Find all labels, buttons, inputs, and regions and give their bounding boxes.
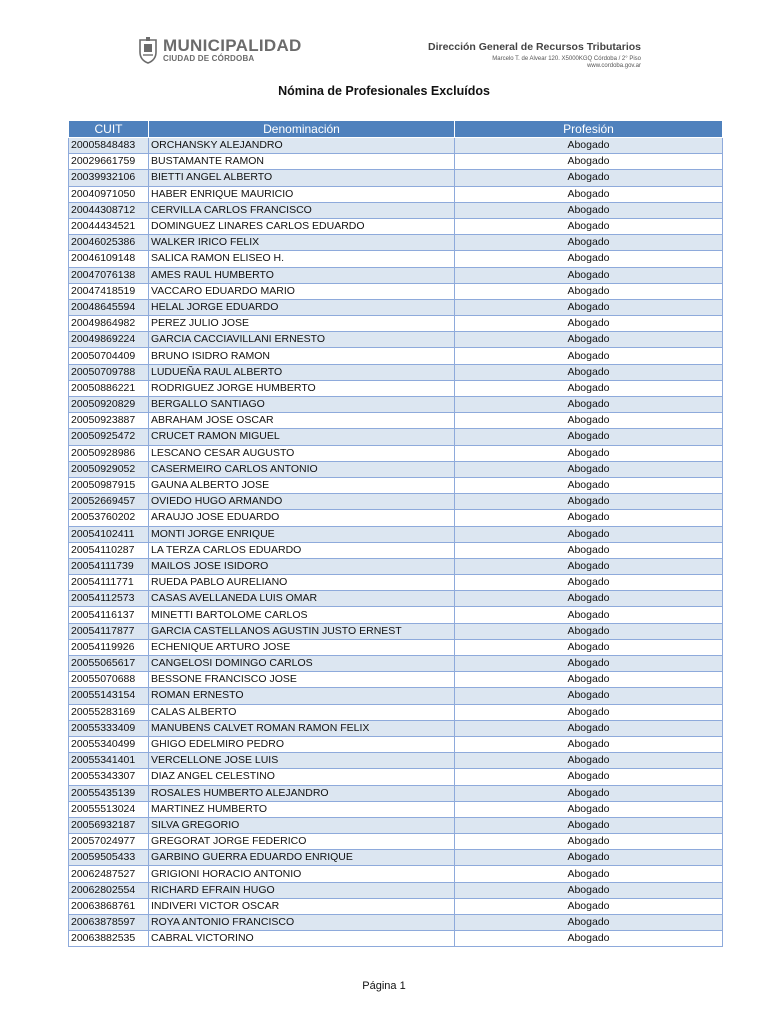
table-row <box>69 380 723 396</box>
table-row <box>69 332 723 348</box>
profesion-cell: Abogado <box>455 656 723 672</box>
cuit-cell: 20046109148 <box>69 251 149 267</box>
table-row <box>69 397 723 413</box>
table-row <box>69 251 723 267</box>
denominacion-cell: ORCHANSKY ALEJANDRO <box>149 138 455 154</box>
profesion-cell: Abogado <box>455 202 723 218</box>
page-header <box>0 34 768 84</box>
profesion-cell: Abogado <box>455 834 723 850</box>
profesion-cell: Abogado <box>455 720 723 736</box>
cuit-cell: 20054112573 <box>69 591 149 607</box>
denominacion-cell: CASAS AVELLANEDA LUIS OMAR <box>149 591 455 607</box>
cuit-cell: 20044434521 <box>69 218 149 234</box>
cuit-cell: 20054111771 <box>69 575 149 591</box>
table-row <box>69 170 723 186</box>
department-title: Dirección General de Recursos Tributarios <box>428 41 641 53</box>
profesion-cell: Abogado <box>455 251 723 267</box>
denominacion-cell: AMES RAUL HUMBERTO <box>149 267 455 283</box>
profesion-cell: Abogado <box>455 623 723 639</box>
profesion-cell: Abogado <box>455 380 723 396</box>
denominacion-cell: CASERMEIRO CARLOS ANTONIO <box>149 461 455 477</box>
column-header-profesion: Profesión <box>455 121 723 138</box>
table-row <box>69 477 723 493</box>
table-row <box>69 218 723 234</box>
profesion-cell: Abogado <box>455 672 723 688</box>
profesion-cell: Abogado <box>455 461 723 477</box>
denominacion-cell: ABRAHAM JOSE OSCAR <box>149 413 455 429</box>
table-row <box>69 348 723 364</box>
table-row <box>69 866 723 882</box>
table-row <box>69 785 723 801</box>
cuit-cell: 20050929052 <box>69 461 149 477</box>
profesion-cell: Abogado <box>455 429 723 445</box>
cuit-cell: 20046025386 <box>69 235 149 251</box>
profesion-cell: Abogado <box>455 558 723 574</box>
profesion-cell: Abogado <box>455 753 723 769</box>
denominacion-cell: GRIGIONI HORACIO ANTONIO <box>149 866 455 882</box>
table-row <box>69 931 723 947</box>
profesion-cell: Abogado <box>455 186 723 202</box>
profesion-cell: Abogado <box>455 477 723 493</box>
department-address: Marcelo T. de Alvear 120. X5000KGQ Córdoba / 2° Piso <box>492 56 641 62</box>
profesion-cell: Abogado <box>455 267 723 283</box>
column-header-denominacion: Denominación <box>149 121 455 138</box>
profesion-cell: Abogado <box>455 704 723 720</box>
profesion-cell: Abogado <box>455 607 723 623</box>
denominacion-cell: OVIEDO HUGO ARMANDO <box>149 494 455 510</box>
table-row <box>69 461 723 477</box>
cuit-cell: 20057024977 <box>69 834 149 850</box>
cuit-cell: 20050925472 <box>69 429 149 445</box>
cuit-cell: 20055343307 <box>69 769 149 785</box>
cuit-cell: 20050928986 <box>69 445 149 461</box>
profesion-cell: Abogado <box>455 397 723 413</box>
profesion-cell: Abogado <box>455 542 723 558</box>
cuit-cell: 20049869224 <box>69 332 149 348</box>
profesion-cell: Abogado <box>455 413 723 429</box>
denominacion-cell: ARAUJO JOSE EDUARDO <box>149 510 455 526</box>
denominacion-cell: RICHARD EFRAIN HUGO <box>149 882 455 898</box>
table-row <box>69 186 723 202</box>
profesion-cell: Abogado <box>455 769 723 785</box>
denominacion-cell: BERGALLO SANTIAGO <box>149 397 455 413</box>
denominacion-cell: BESSONE FRANCISCO JOSE <box>149 672 455 688</box>
denominacion-cell: INDIVERI VICTOR OSCAR <box>149 898 455 914</box>
denominacion-cell: DOMINGUEZ LINARES CARLOS EDUARDO <box>149 218 455 234</box>
cuit-cell: 20063882535 <box>69 931 149 947</box>
denominacion-cell: ROYA ANTONIO FRANCISCO <box>149 915 455 931</box>
logo-sub-text: CIUDAD DE CÓRDOBA <box>163 54 255 63</box>
cuit-cell: 20050920829 <box>69 397 149 413</box>
profesion-cell: Abogado <box>455 170 723 186</box>
profesion-cell: Abogado <box>455 591 723 607</box>
cuit-cell: 20050923887 <box>69 413 149 429</box>
cuit-cell: 20062802554 <box>69 882 149 898</box>
table-row <box>69 898 723 914</box>
profesion-cell: Abogado <box>455 494 723 510</box>
excluded-professionals-table <box>68 120 723 947</box>
profesion-cell: Abogado <box>455 736 723 752</box>
table-row <box>69 138 723 154</box>
denominacion-cell: BRUNO ISIDRO RAMON <box>149 348 455 364</box>
denominacion-cell: ECHENIQUE ARTURO JOSE <box>149 639 455 655</box>
cuit-cell: 20054117877 <box>69 623 149 639</box>
cuit-cell: 20055065617 <box>69 656 149 672</box>
profesion-cell: Abogado <box>455 348 723 364</box>
denominacion-cell: CALAS ALBERTO <box>149 704 455 720</box>
cuit-cell: 20047418519 <box>69 283 149 299</box>
profesion-cell: Abogado <box>455 235 723 251</box>
table-row <box>69 607 723 623</box>
table-row <box>69 656 723 672</box>
table-row <box>69 882 723 898</box>
denominacion-cell: SALICA RAMON ELISEO H. <box>149 251 455 267</box>
profesion-cell: Abogado <box>455 364 723 380</box>
profesion-cell: Abogado <box>455 154 723 170</box>
denominacion-cell: MARTINEZ HUMBERTO <box>149 801 455 817</box>
denominacion-cell: GHIGO EDELMIRO PEDRO <box>149 736 455 752</box>
table-row <box>69 558 723 574</box>
city-seal-icon <box>137 36 159 64</box>
cuit-cell: 20059505433 <box>69 850 149 866</box>
cuit-cell: 20055333409 <box>69 720 149 736</box>
table-row <box>69 445 723 461</box>
denominacion-cell: PEREZ JULIO JOSE <box>149 316 455 332</box>
denominacion-cell: VACCARO EDUARDO MARIO <box>149 283 455 299</box>
cuit-cell: 20044308712 <box>69 202 149 218</box>
denominacion-cell: CANGELOSI DOMINGO CARLOS <box>149 656 455 672</box>
table-row <box>69 283 723 299</box>
denominacion-cell: CRUCET RAMON MIGUEL <box>149 429 455 445</box>
table-row <box>69 817 723 833</box>
cuit-cell: 20047076138 <box>69 267 149 283</box>
table-row <box>69 720 723 736</box>
table-row <box>69 575 723 591</box>
profesion-cell: Abogado <box>455 688 723 704</box>
denominacion-cell: MONTI JORGE ENRIQUE <box>149 526 455 542</box>
denominacion-cell: GARCIA CACCIAVILLANI ERNESTO <box>149 332 455 348</box>
cuit-cell: 20048645594 <box>69 299 149 315</box>
denominacion-cell: ROMAN ERNESTO <box>149 688 455 704</box>
cuit-cell: 20054110287 <box>69 542 149 558</box>
denominacion-cell: DIAZ ANGEL CELESTINO <box>149 769 455 785</box>
table-row <box>69 672 723 688</box>
cuit-cell: 20005848483 <box>69 138 149 154</box>
cuit-cell: 20062487527 <box>69 866 149 882</box>
cuit-cell: 20055435139 <box>69 785 149 801</box>
cuit-cell: 20055341401 <box>69 753 149 769</box>
profesion-cell: Abogado <box>455 785 723 801</box>
table-row <box>69 429 723 445</box>
denominacion-cell: RODRIGUEZ JORGE HUMBERTO <box>149 380 455 396</box>
cuit-cell: 20055143154 <box>69 688 149 704</box>
profesion-cell: Abogado <box>455 866 723 882</box>
table-row <box>69 267 723 283</box>
cuit-cell: 20054119926 <box>69 639 149 655</box>
table-row <box>69 591 723 607</box>
table-row <box>69 688 723 704</box>
profesion-cell: Abogado <box>455 850 723 866</box>
profesion-cell: Abogado <box>455 898 723 914</box>
cuit-cell: 20050704409 <box>69 348 149 364</box>
table-row <box>69 736 723 752</box>
denominacion-cell: HABER ENRIQUE MAURICIO <box>149 186 455 202</box>
table-row <box>69 316 723 332</box>
table-row <box>69 542 723 558</box>
denominacion-cell: GREGORAT JORGE FEDERICO <box>149 834 455 850</box>
profesion-cell: Abogado <box>455 332 723 348</box>
cuit-cell: 20050987915 <box>69 477 149 493</box>
denominacion-cell: LUDUEÑA RAUL ALBERTO <box>149 364 455 380</box>
denominacion-cell: RUEDA PABLO AURELIANO <box>149 575 455 591</box>
denominacion-cell: GARCIA CASTELLANOS AGUSTIN JUSTO ERNEST <box>149 623 455 639</box>
table-row <box>69 299 723 315</box>
municipalidad-logo <box>137 36 302 64</box>
denominacion-cell: GAUNA ALBERTO JOSE <box>149 477 455 493</box>
profesion-cell: Abogado <box>455 575 723 591</box>
cuit-cell: 20052669457 <box>69 494 149 510</box>
profesion-cell: Abogado <box>455 882 723 898</box>
document-title: Nómina de Profesionales Excluídos <box>278 84 490 98</box>
table-row <box>69 202 723 218</box>
cuit-cell: 20054111739 <box>69 558 149 574</box>
table-row <box>69 834 723 850</box>
denominacion-cell: BIETTI ANGEL ALBERTO <box>149 170 455 186</box>
profesion-cell: Abogado <box>455 817 723 833</box>
profesion-cell: Abogado <box>455 915 723 931</box>
profesion-cell: Abogado <box>455 283 723 299</box>
table-row <box>69 769 723 785</box>
cuit-cell: 20055070688 <box>69 672 149 688</box>
department-block <box>428 41 641 69</box>
table-row <box>69 704 723 720</box>
table-row <box>69 364 723 380</box>
cuit-cell: 20054102411 <box>69 526 149 542</box>
denominacion-cell: LA TERZA CARLOS EDUARDO <box>149 542 455 558</box>
cuit-cell: 20063878597 <box>69 915 149 931</box>
cuit-cell: 20039932106 <box>69 170 149 186</box>
cuit-cell: 20055513024 <box>69 801 149 817</box>
column-header-cuit: CUIT <box>69 121 149 138</box>
cuit-cell: 20056932187 <box>69 817 149 833</box>
department-website: www.cordoba.gov.ar <box>587 63 641 69</box>
profesion-cell: Abogado <box>455 526 723 542</box>
table-row <box>69 154 723 170</box>
table-row <box>69 623 723 639</box>
table-header-row <box>69 121 723 138</box>
page-number: Página 1 <box>362 980 406 992</box>
table-row <box>69 801 723 817</box>
profesion-cell: Abogado <box>455 299 723 315</box>
table-row <box>69 850 723 866</box>
table-row <box>69 510 723 526</box>
denominacion-cell: MANUBENS CALVET ROMAN RAMON FELIX <box>149 720 455 736</box>
profesion-cell: Abogado <box>455 445 723 461</box>
denominacion-cell: HELAL JORGE EDUARDO <box>149 299 455 315</box>
profesion-cell: Abogado <box>455 316 723 332</box>
cuit-cell: 20050709788 <box>69 364 149 380</box>
cuit-cell: 20049864982 <box>69 316 149 332</box>
cuit-cell: 20040971050 <box>69 186 149 202</box>
profesion-cell: Abogado <box>455 218 723 234</box>
table-row <box>69 235 723 251</box>
denominacion-cell: LESCANO CESAR AUGUSTO <box>149 445 455 461</box>
cuit-cell: 20054116137 <box>69 607 149 623</box>
denominacion-cell: CERVILLA CARLOS FRANCISCO <box>149 202 455 218</box>
cuit-cell: 20055283169 <box>69 704 149 720</box>
table-row <box>69 753 723 769</box>
logo-main-text: MUNICIPALIDAD <box>163 36 302 55</box>
denominacion-cell: MAILOS JOSE ISIDORO <box>149 558 455 574</box>
cuit-cell: 20029661759 <box>69 154 149 170</box>
denominacion-cell: VERCELLONE JOSE LUIS <box>149 753 455 769</box>
table-row <box>69 639 723 655</box>
cuit-cell: 20063868761 <box>69 898 149 914</box>
profesion-cell: Abogado <box>455 138 723 154</box>
denominacion-cell: GARBINO GUERRA EDUARDO ENRIQUE <box>149 850 455 866</box>
denominacion-cell: WALKER IRICO FELIX <box>149 235 455 251</box>
table-body <box>69 138 723 947</box>
profesion-cell: Abogado <box>455 510 723 526</box>
cuit-cell: 20050886221 <box>69 380 149 396</box>
table-row <box>69 526 723 542</box>
profesion-cell: Abogado <box>455 639 723 655</box>
denominacion-cell: CABRAL VICTORINO <box>149 931 455 947</box>
cuit-cell: 20055340499 <box>69 736 149 752</box>
denominacion-cell: BUSTAMANTE RAMON <box>149 154 455 170</box>
denominacion-cell: ROSALES HUMBERTO ALEJANDRO <box>149 785 455 801</box>
cuit-cell: 20053760202 <box>69 510 149 526</box>
table-row <box>69 494 723 510</box>
denominacion-cell: SILVA GREGORIO <box>149 817 455 833</box>
profesion-cell: Abogado <box>455 801 723 817</box>
profesion-cell: Abogado <box>455 931 723 947</box>
table-row <box>69 915 723 931</box>
denominacion-cell: MINETTI BARTOLOME CARLOS <box>149 607 455 623</box>
table-row <box>69 413 723 429</box>
